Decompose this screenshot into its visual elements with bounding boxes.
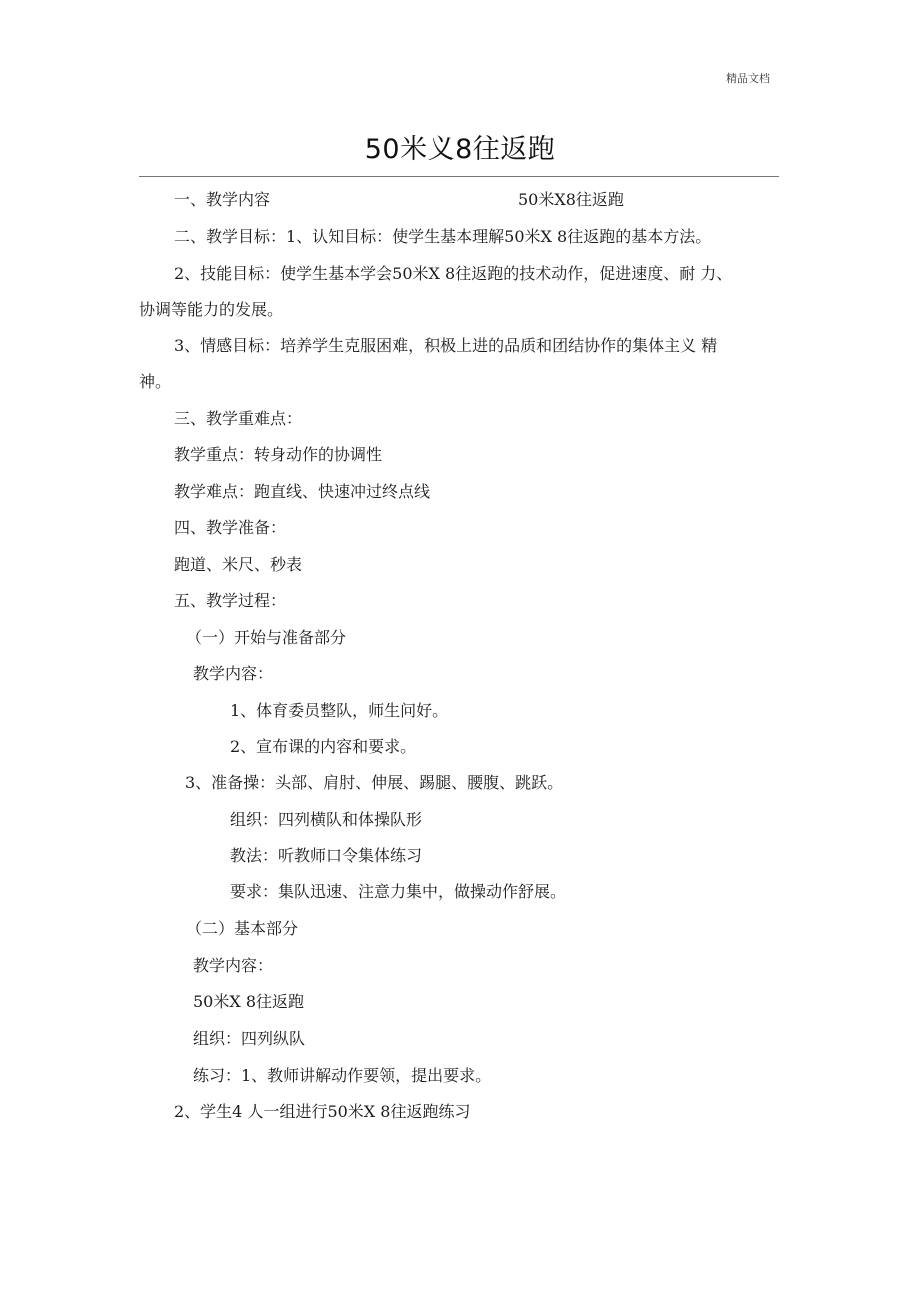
goals-line-4: 3、情感目标：培养学生克服困难，积极上进的品质和团结协作的集体主义 精 — [174, 336, 718, 355]
prep-items: 跑道、米尺、秒表 — [174, 555, 303, 574]
content-heading: 一、教学内容 — [174, 190, 271, 209]
part2-organization: 组织：四列纵队 — [193, 1029, 306, 1048]
part2-practice-2: 2、学生4 人一组进行50米X 8往返跑练习 — [174, 1102, 471, 1121]
process-heading: 五、教学过程： — [174, 591, 287, 610]
title-divider — [139, 176, 779, 177]
part1-method: 教法：听教师口令集体练习 — [230, 846, 423, 865]
goals-line-1: 二、教学目标：1、认知目标：使学生基本理解50米X 8往返跑的基本方法。 — [174, 227, 712, 246]
key-points-heading: 三、教学重难点： — [174, 409, 303, 428]
goals-line-5: 神。 — [139, 372, 172, 391]
goals-line-3: 协调等能力的发展。 — [139, 300, 284, 319]
page-header-note: 精品文档 — [726, 72, 770, 85]
part1-organization: 组织：四列横队和体操队形 — [230, 810, 423, 829]
part1-requirement: 要求：集队迅速、注意力集中，做操动作舒展。 — [230, 882, 567, 901]
content-value: 50米X8往返跑 — [518, 190, 624, 209]
part2-practice-1: 练习：1、教师讲解动作要领，提出要求。 — [193, 1066, 492, 1085]
part2-content-label: 教学内容： — [193, 956, 274, 975]
difficult-point: 教学难点：跑直线、快速冲过终点线 — [174, 482, 431, 501]
document-title: 50米义8往返跑 — [364, 134, 556, 165]
part1-heading: （一）开始与准备部分 — [186, 628, 347, 647]
part1-content-label: 教学内容： — [193, 664, 274, 683]
prep-heading: 四、教学准备： — [174, 518, 287, 537]
key-point: 教学重点：转身动作的协调性 — [174, 445, 383, 464]
part1-item-2: 2、宣布课的内容和要求。 — [230, 737, 417, 756]
part1-item-3: 3、准备操：头部、肩肘、伸展、踢腿、腰腹、跳跃。 — [185, 773, 564, 792]
part1-item-1: 1、体育委员整队，师生问好。 — [230, 701, 449, 720]
part2-content: 50米X 8往返跑 — [193, 992, 305, 1011]
goals-line-2: 2、技能目标：使学生基本学会50米X 8往返跑的技术动作，促进速度、耐 力、 — [174, 264, 733, 283]
part2-heading: （二）基本部分 — [186, 919, 299, 938]
